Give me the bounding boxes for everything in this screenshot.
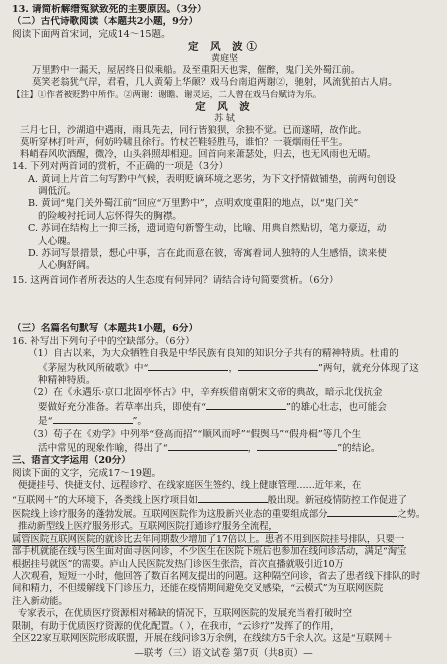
option-d-cont: 人心胸舒阔。 xyxy=(38,260,96,272)
option-a: A. 黄词上片首二句写黔中气候，表明贬谪环境之恶劣，为下文抒情做铺垫，前两句创设 xyxy=(28,173,396,185)
poem1-line: 万里黔中一漏天，屋居终日似乘船。及至重阳天也霁，催醉，鬼门关外蜀江前。 xyxy=(32,65,361,77)
passage-line: 部手机就能在线与医生面对面寻医问诊，不少医生在医院下班后也参加在线问诊活动，满足“淘宝 xyxy=(12,546,407,558)
answer-blank[interactable] xyxy=(148,361,228,371)
answer-space xyxy=(12,287,437,323)
passage-line: 间和精力，不但缓解线下门诊压力，还能在疫情期间避免交叉感染，“云模式”为互联网医院 xyxy=(12,583,384,595)
poem1-author: 黄庭坚 xyxy=(210,54,238,65)
poem1-title: 定 风 波① xyxy=(188,41,261,54)
option-c-cont: 人心魄。 xyxy=(38,235,77,247)
answer-blank[interactable] xyxy=(53,414,133,424)
q16-1-line2: 《茅屋为秋风所破歌》中“ ， ”两句，就充分体现了这 xyxy=(38,362,419,374)
passage-line: 全区22家互联网医院形成联盟，开展在线问诊3万余例，在线续方5千余人次。这是“互联网＋ xyxy=(12,633,393,645)
poem2-preface: 三月七日，沙湖道中遇雨，雨具先去，同行皆狼狈，余独不觉。已而遂晴，故作此。 xyxy=(20,124,367,136)
poem2-line: 料峭春风吹酒醒，微冷，山头斜照却相迎。回首向来萧瑟处，归去，也无风雨也无晴。 xyxy=(20,149,377,161)
page-footer: —联考（三）语文试卷 第7页（共8页）— xyxy=(134,648,313,659)
answer-blank[interactable] xyxy=(198,493,268,503)
option-c: C. 苏词在结构上一抑三扬，遗词造句新警生动，比喻、用典自然贴切，笔力豪迈，动 xyxy=(28,223,387,235)
answer-blank[interactable] xyxy=(168,441,248,451)
passage-line: 专家表示，在优质医疗资源相对稀缺的情况下，互联网医院的发展充当着打破时空 xyxy=(18,608,352,620)
q16-2-line1: （2）在《永遇乐·京口北固亭怀古》中，辛弃疾借南朝宋文帝的典故，暗示北伐抗金 xyxy=(28,387,383,399)
passage-line: 根据挂号就医”的需要。庐山人民医院发热门诊医生张浩，首次直播就吸引近10万 xyxy=(12,558,344,570)
question-13: 13. 请简析解缙冤狱致死的主要原因。（3分） xyxy=(12,4,207,15)
option-a-cont: 调低沉。 xyxy=(38,186,77,198)
q16-2-line2: 要做好充分准备。若草率出兵，即使有“ ”的雄心壮志，也可能会 xyxy=(38,401,387,413)
passage-line: 人次观看，短短一小时，他回答了数百名网友提出的问题。这种隔空问诊，省去了患者线下排队的时 xyxy=(12,571,421,583)
passage-line: 便捷挂号、快捷支付、远程诊疗、在线家庭医生签约、线上健康管理……近年来，在 xyxy=(18,480,362,492)
answer-blank[interactable] xyxy=(327,507,397,517)
option-d: D. 苏词写景措景，想心中事，言在此而意在彼，寄寓着词人独特的人生感悟，读来使 xyxy=(28,248,387,260)
option-b: B. 黄词“鬼门关外蜀江前”回应“万里黔中”，点明欢度重阳的地点，以“鬼门关” xyxy=(28,198,359,210)
poem1-line: 莫笑老翁犹气岸，君看，几人黄菊上华颠？戏马台南追两谢②，驰射，风流犹拍古人肩。 xyxy=(32,77,398,89)
passage-line: “互联网＋”的大环境下，各类线上医疗项目如 般出现。新冠疫情防控工作促进了 xyxy=(12,494,407,506)
poem2-title: 定 风 波 xyxy=(195,100,254,113)
answer-blank[interactable] xyxy=(257,441,337,451)
passage-line: 限制，有助于优质医疗资源的优化配置。（ ），在我市，“云诊疗”发挥了的作用， xyxy=(12,620,340,632)
section-poetry-heading: （二）古代诗歌阅读（本题共2小题，9分） xyxy=(12,16,199,28)
q16-3-line2: 活中常见的现象作喻，得出了“ ， ”的结论。 xyxy=(38,442,381,454)
q16-1-line1: （1）自古以来，为大众牺牲自我是中华民族有良知的知识分子共有的精神特质。杜甫的 xyxy=(28,348,399,360)
passage-line: 注入新动能。 xyxy=(12,595,68,607)
poem1-note: 【注】①作者被贬黔中所作。②两谢：谢瞻、谢灵运，二人曾在戏马台赋诗为乐。 xyxy=(12,89,322,100)
passage-line: 推动新型线上医疗服务形式。互联网医院打通诊疗服务全流程， xyxy=(18,521,278,533)
question-14-stem: 14. 下列对两首词的赏析，不正确的一项是（3分） xyxy=(12,161,229,173)
q16-3-line1: （3）荀子在《劝学》中列举“登高而招”“顺风而呼”“假舆马”“假舟楫”等几个生 xyxy=(28,428,362,440)
option-b-cont: 的险峻衬托词人忘怀得失的胸襟。 xyxy=(38,210,182,222)
question-16: 16. 补写出下列句子中的空缺部分。（6分） xyxy=(12,335,195,347)
section-poetry-intro: 阅读下面两首宋词，完成14～15题。 xyxy=(12,28,171,40)
passage-line: 属管医院互联网医院的就诊比去年同期数少增加了17倍以上。患者不用到医院挂号排队，只要一 xyxy=(12,533,405,545)
poem2-line: 莫听穿林打叶声，何妨吟啸且徐行。竹杖芒鞋轻胜马，谁怕？一蓑烟雨任平生。 xyxy=(20,136,349,148)
question-15: 15. 这两首词作者所表达的人生态度有何异同？请结合诗句简要赏析。（6分） xyxy=(12,274,339,286)
q16-1-line3: 种精神特质。 xyxy=(38,374,96,386)
section-recite-heading: （三）名篇名句默写（本题共1小题，6分） xyxy=(12,323,199,335)
passage-line: 医院线上诊疗服务的蓬勃发展。互联网医院作为这股新兴业态的重要组成部分 之势。 xyxy=(12,508,426,520)
section-language-heading: 三、语言文字运用（20分） xyxy=(12,455,131,467)
poem2-author: 苏 轼 xyxy=(214,113,235,124)
q16-2-line3: 是“ ”。 xyxy=(38,416,147,428)
answer-blank[interactable] xyxy=(206,400,286,410)
answer-blank[interactable] xyxy=(238,361,318,371)
section-language-intro: 阅读下面的文字，完成17～19题。 xyxy=(12,467,162,479)
